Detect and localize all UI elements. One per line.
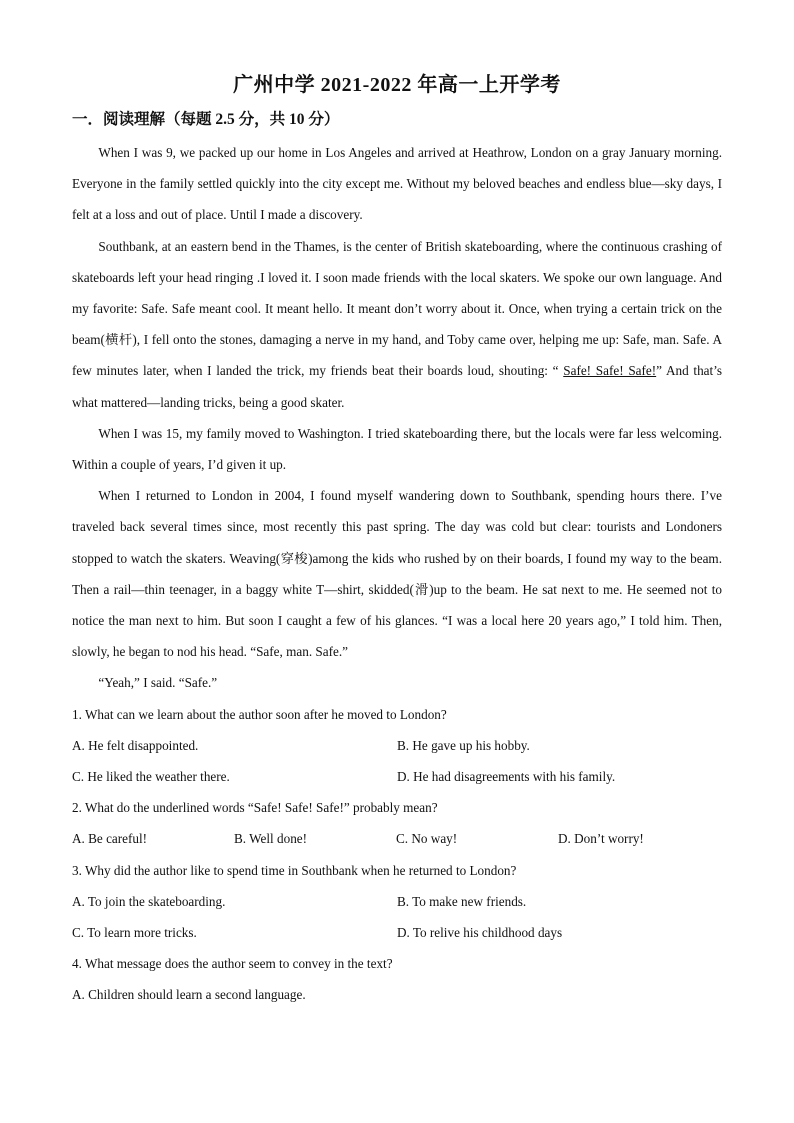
section-heading: 一．阅读理解（每题 2.5 分，共 10 分） — [72, 111, 340, 128]
question-3-option-a: A. To join the skateboarding. — [72, 893, 226, 909]
question-1-option-d: D. He had disagreements with his family. — [397, 769, 616, 785]
question-4-option-a: A. Children should learn a second language. — [72, 987, 306, 1003]
question-2-options — [72, 823, 722, 854]
question-3-option-d: D. To relive his childhood days — [397, 925, 563, 941]
question-2-stem: 2. What do the underlined words “Safe! Safe! Safe!” probably mean? — [72, 800, 438, 816]
question-3-option-c: C. To learn more tricks. — [72, 925, 197, 941]
question-1-options-row-2 — [72, 761, 722, 792]
passage-paragraph-2 — [72, 231, 722, 418]
reading-body — [72, 137, 722, 1011]
question-2-option-c: C. No way! — [396, 831, 458, 847]
exam-title: 广州中学 2021-2022 年高一上开学考 — [233, 74, 561, 96]
question-3-stem: 3. Why did the author like to spend time in Southbank when he returned to London? — [72, 862, 517, 878]
passage-paragraph-5: “Yeah,” I said. “Safe.” — [98, 675, 218, 691]
question-3-options-row-2 — [72, 917, 722, 948]
paragraph-2-text-after: ” And that’s what mattered—landing tricks, being a good skater. — [72, 363, 722, 410]
question-1-option-a: A. He felt disappointed. — [72, 737, 199, 753]
passage-paragraph-4: When I returned to London in 2004, I found myself wandering down to Southbank, spending hours there. I’ve traveled back several times since, most recently this past spring. The day was cold but clear: tourists and Londoners stopped to watch the skaters. Weaving(穿梭)among the kids who rushed by on their boards, I found my way to the beam. Then a rail—thin teenager, in a baggy white T—shirt, skidded(滑)up to the beam. He sat next to me. He seemed not to notice the man next to him. But soon I caught a few of his glances. “I was a local here 20 years ago,” I told him. Then, slowly, he began to nod his head. “Safe, man. Safe.” — [72, 488, 722, 660]
question-3-option-b: B. To make new friends. — [397, 893, 527, 909]
question-1-stem: 1. What can we learn about the author soon after he moved to London? — [72, 706, 447, 722]
question-4-options — [72, 979, 722, 1010]
question-4-stem: 4. What message does the author seem to convey in the text? — [72, 956, 393, 972]
question-3-options — [72, 886, 722, 917]
question-2-option-b: B. Well done! — [234, 831, 308, 847]
question-2-option-d: D. Don’t worry! — [558, 831, 644, 847]
underlined-phrase: Safe! Safe! Safe! — [563, 363, 657, 379]
paragraph-2-text-before: Southbank, at an eastern bend in the Thames, is the center of British skateboarding, where the continuous crashing of skateboards left your head ringing .I loved it. I soon made friends with the local skaters. We spoke our own language. And my favorite: Safe. Safe meant cool. It meant hello. It meant don’t worry about it. Once, when trying a certain trick on the beam(横杆), I fell onto the stones, damaging a nerve in my hand, and Toby came over, helping me up: Safe, man. Safe. A few minutes later, when I landed the trick, my friends beat their boards loud, shouting: “ — [72, 238, 722, 379]
question-1-option-b: B. He gave up his hobby. — [397, 737, 530, 753]
question-1-option-c: C. He liked the weather there. — [72, 769, 230, 785]
passage-paragraph-1: When I was 9, we packed up our home in Los Angeles and arrived at Heathrow, London on a gray January morning. Everyone in the family settled quickly into the city except me. Without my beloved beaches and endless blue—sky days, I felt at a loss and out of place. Until I made a discovery. — [72, 145, 722, 223]
question-2-option-a: A. Be careful! — [72, 831, 148, 847]
passage-paragraph-3: When I was 15, my family moved to Washington. I tried skateboarding there, but the locals were far less welcoming. Within a couple of years, I’d given it up. — [72, 425, 722, 473]
question-1-options — [72, 730, 722, 761]
